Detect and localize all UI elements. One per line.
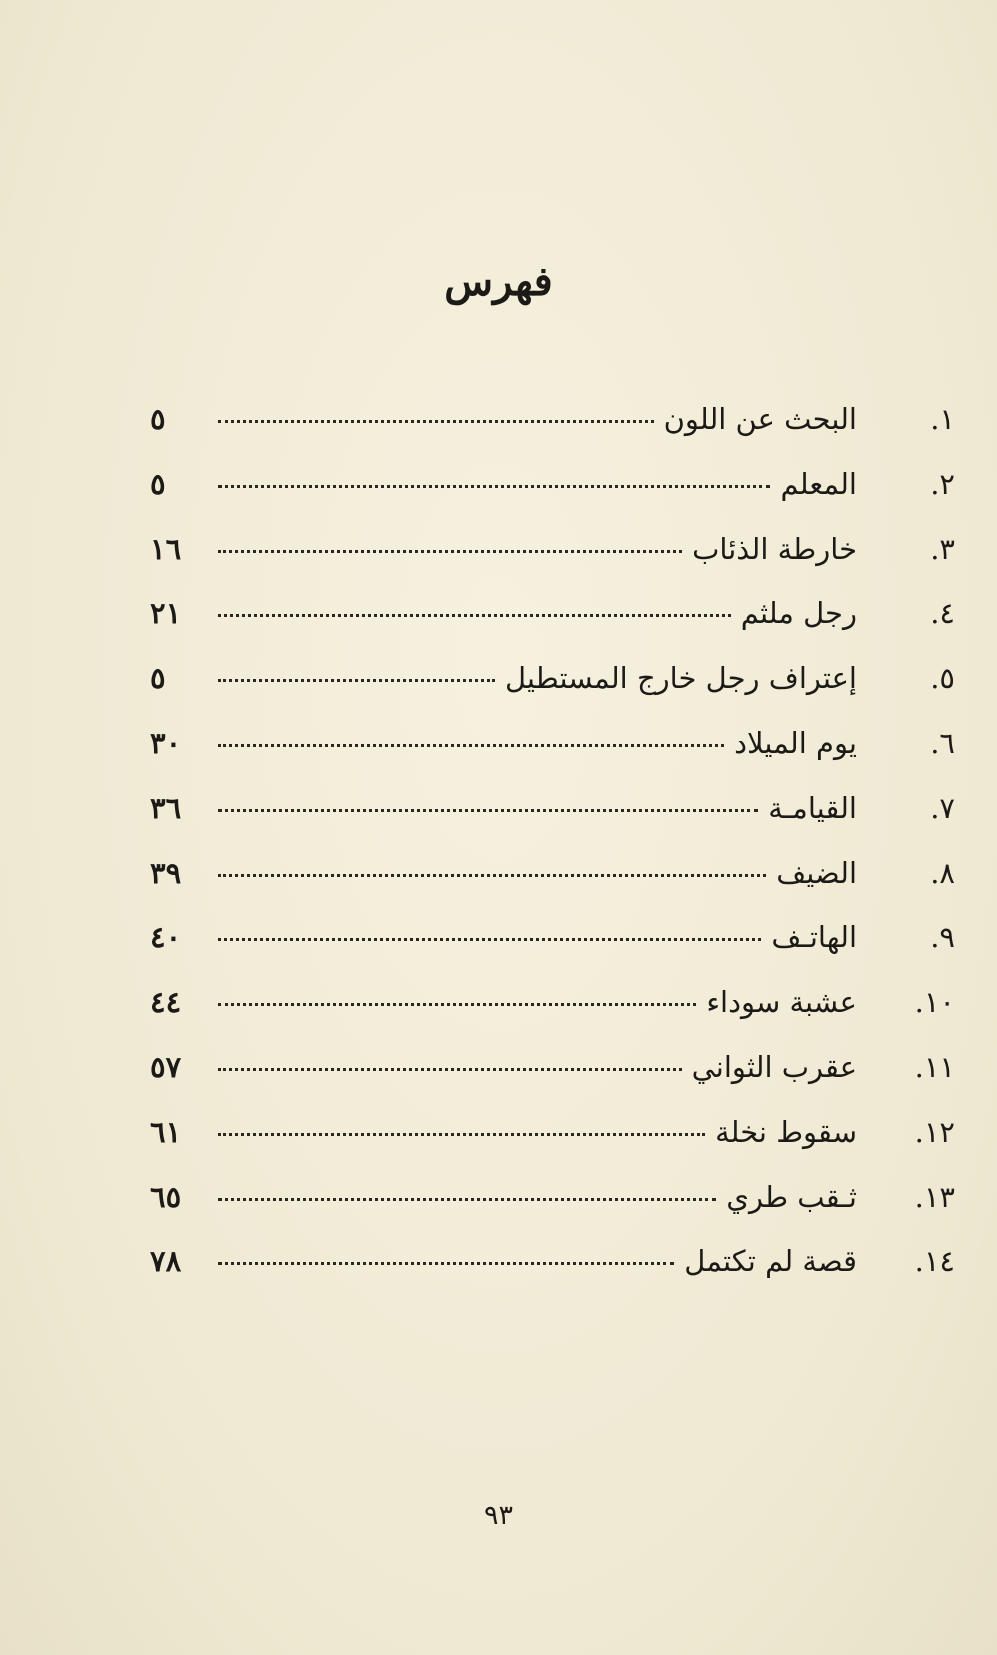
- entry-page: ٤٤: [150, 985, 182, 1020]
- toc-entry: [150, 1050, 955, 1115]
- dot-leader: [218, 679, 495, 682]
- dot-leader: [218, 550, 682, 553]
- toc-entry: [150, 1115, 955, 1180]
- toc-entry: [150, 856, 955, 921]
- entry-title: عقرب الثواني: [691, 1049, 857, 1084]
- entry-number: ٥.: [930, 661, 955, 696]
- entry-number: ٧.: [930, 790, 955, 825]
- entry-title: عشبة سوداء: [706, 985, 857, 1020]
- page-title: فهرس: [444, 258, 553, 305]
- dot-leader: [218, 938, 761, 941]
- toc-entry: [150, 1244, 955, 1309]
- dot-leader: [218, 614, 731, 617]
- entry-page: ٣٩: [150, 855, 182, 890]
- entry-page: ٦١: [150, 1114, 182, 1149]
- entry-page: ١٦: [150, 531, 182, 566]
- entry-number: ٤.: [930, 596, 955, 631]
- dot-leader: [218, 1133, 705, 1136]
- entry-title: البحث عن اللون: [663, 402, 857, 436]
- entry-title: المعلم: [780, 466, 857, 501]
- entry-number: ٦.: [930, 725, 955, 760]
- entry-title: يوم الميلاد: [734, 725, 857, 760]
- entry-number: ١٤.: [914, 1244, 955, 1279]
- toc-entry: [150, 661, 955, 726]
- entry-page: ٤٠: [150, 920, 182, 955]
- toc-entry: [150, 402, 955, 467]
- entry-page: ٣٦: [150, 790, 182, 825]
- entry-number: ٢.: [930, 466, 955, 501]
- entry-number: ٩.: [930, 920, 955, 955]
- toc-entry: [150, 985, 955, 1050]
- entry-number: ١٠.: [914, 985, 955, 1020]
- dot-leader: [218, 744, 724, 747]
- entry-page: ٥: [150, 402, 166, 436]
- entry-number: ٨.: [930, 855, 955, 890]
- entry-title: خارطة الذئاب: [692, 531, 857, 566]
- entry-title: الضيف: [776, 855, 857, 890]
- entry-title: رجل ملثم: [740, 596, 857, 631]
- dot-leader: [218, 1068, 682, 1071]
- dot-leader: [218, 485, 770, 488]
- entry-page: ٥: [150, 466, 166, 501]
- entry-number: ٣.: [930, 531, 955, 566]
- entry-page: ٣٠: [150, 725, 182, 760]
- entry-page: ٥: [150, 661, 166, 696]
- entry-title: ثـقب طري: [726, 1179, 857, 1214]
- toc-entry: [150, 532, 955, 597]
- dot-leader: [218, 1262, 674, 1265]
- toc-entry: [150, 791, 955, 856]
- dot-leader: [218, 809, 758, 812]
- dot-leader: [218, 1198, 716, 1201]
- dot-leader: [218, 1003, 696, 1006]
- entry-number: ١.: [930, 402, 955, 436]
- entry-number: ١٢.: [914, 1114, 955, 1149]
- entry-title: إعتراف رجل خارج المستطيل: [504, 661, 857, 696]
- entry-page: ٢١: [150, 596, 182, 631]
- page-number: ٩٣: [483, 1500, 513, 1531]
- toc-entry: [150, 1180, 955, 1245]
- toc-entry: [150, 467, 955, 532]
- table-of-contents: [150, 402, 955, 1309]
- dot-leader: [218, 420, 654, 423]
- entry-number: ١١.: [914, 1049, 955, 1084]
- toc-entry: [150, 920, 955, 985]
- dot-leader: [218, 874, 766, 877]
- entry-title: قصة لم تكتمل: [684, 1244, 857, 1279]
- entry-title: القيامـة: [768, 790, 857, 825]
- entry-page: ٧٨: [150, 1244, 182, 1279]
- entry-page: ٦٥: [150, 1179, 182, 1214]
- toc-entry: [150, 596, 955, 661]
- entry-title: الهاتـف: [771, 920, 857, 955]
- entry-page: ٥٧: [150, 1049, 182, 1084]
- entry-title: سقوط نخلة: [715, 1114, 857, 1149]
- toc-entry: [150, 726, 955, 791]
- entry-number: ١٣.: [914, 1179, 955, 1214]
